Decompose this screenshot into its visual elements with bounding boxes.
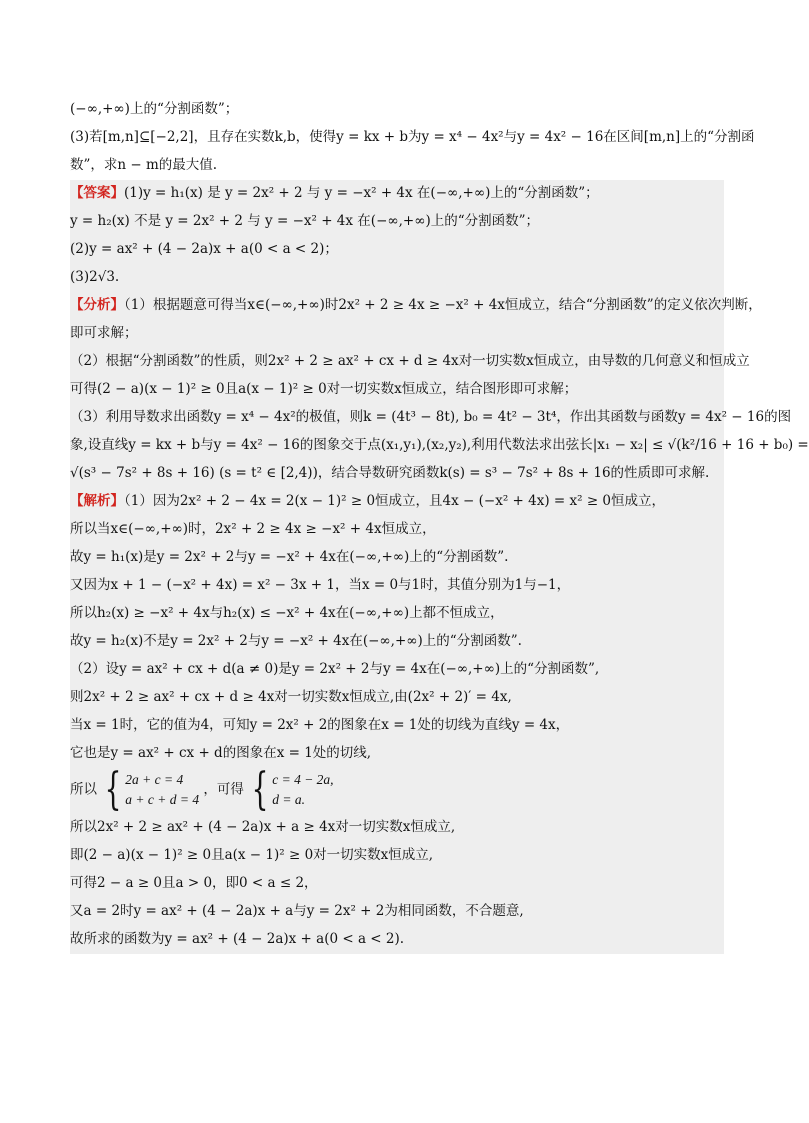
answer-line-1: 【答案】(1)y = h₁(x) 是 y = 2x² + 2 与 y = −x² + 4x 在(−∞,+∞)上的“分割函数”； <box>70 185 599 201</box>
answer-line-2: y = h₂(x) 不是 y = 2x² + 2 与 y = −x² + 4x 在(−∞,+∞)上的“分割函数”； <box>70 213 540 229</box>
left-brace-icon: { <box>251 764 269 815</box>
analysis-line-3: （2）根据“分割函数”的性质，则2x² + 2 ≥ ax² + cx + d ≥ 4x对一切实数x恒成立，由导数的几何意义和恒成立 <box>70 353 750 369</box>
system-row: c = 4 − 2a, <box>272 772 334 787</box>
solution-line-1: 【解析】（1）因为2x² + 2 − 4x = 2(x − 1)² ≥ 0恒成立，且4x − (−x² + 4x) = x² ≥ 0恒成立， <box>70 493 666 509</box>
analysis-tag: 【分析】 <box>70 297 124 313</box>
solution-line-4: 又因为x + 1 − (−x² + 4x) = x² − 3x + 1，当x = 0与1时，其值分别为1与−1， <box>70 577 571 593</box>
system-row: 2a + c = 4 <box>125 772 184 787</box>
left-brace-icon: { <box>104 764 122 815</box>
analysis-line-5: （3）利用导数求出函数y = x⁴ − 4x²的极值，则k = (4t³ − 8t), b₀ = 4t² − 3t⁴，作出其函数与函数y = 4x² − 16的图 <box>70 409 792 425</box>
equation-system-1 <box>101 764 200 815</box>
solution-line-14: 可得2 − a ≥ 0且a > 0，即0 < a ≤ 2， <box>70 875 318 891</box>
solution-section <box>70 488 724 954</box>
solution-line-12: 所以2x² + 2 ≥ ax² + (4 − 2a)x + a ≥ 4x对一切实数x恒成立, <box>70 819 456 835</box>
solution-tag: 【解析】 <box>70 493 124 509</box>
solution-system-line: 所以 { 2a + c = 4 a + c + d = 4 ，可得 { c = 4 − 2a, d = a. <box>70 764 334 815</box>
question-line-1: (−∞,+∞)上的“分割函数”； <box>70 101 239 117</box>
equation-system-2 <box>248 764 334 815</box>
answer-line-4: (3)2√3. <box>70 269 120 285</box>
solution-line-8: 则2x² + 2 ≥ ax² + cx + d ≥ 4x对一切实数x恒成立,由(2x² + 2)′ = 4x, <box>70 689 512 705</box>
solution-line-6: 故y = h₂(x)不是y = 2x² + 2与y = −x² + 4x在(−∞,+∞)上的“分割函数”. <box>70 633 522 649</box>
solution-line-9: 当x = 1时，它的值为4，可知y = 2x² + 2的图象在x = 1处的切线为直线y = 4x， <box>70 717 570 733</box>
system-row: a + c + d = 4 <box>125 792 200 807</box>
solution-line-10: 它也是y = ax² + cx + d的图象在x = 1处的切线, <box>70 745 372 761</box>
analysis-line-7: √(s³ − 7s² + 8s + 16) (s = t² ∈ [2,4))，结合导数研究函数k(s) = s³ − 7s² + 8s + 16的性质即可求解. <box>70 465 710 481</box>
solution-line-13: 即(2 − a)(x − 1)² ≥ 0且a(x − 1)² ≥ 0对一切实数x恒成立, <box>70 847 434 863</box>
analysis-line-4: 可得(2 − a)(x − 1)² ≥ 0且a(x − 1)² ≥ 0对一切实数x恒成立，结合图形即可求解； <box>70 381 578 397</box>
solution-line-16: 故所求的函数为y = ax² + (4 − 2a)x + a(0 < a < 2). <box>70 931 405 947</box>
solution-line-3: 故y = h₁(x)是y = 2x² + 2与y = −x² + 4x在(−∞,+∞)上的“分割函数”. <box>70 549 509 565</box>
solution-line-5: 所以h₂(x) ≥ −x² + 4x与h₂(x) ≤ −x² + 4x在(−∞,+∞)上都不恒成立， <box>70 605 504 621</box>
analysis-line-2: 即可求解； <box>70 325 138 341</box>
document-page <box>70 96 809 954</box>
answer-tag: 【答案】 <box>70 185 124 201</box>
question-line-3: 数”，求n − m的最大值. <box>70 157 218 173</box>
solution-line-2: 所以当x∈(−∞,+∞)时，2x² + 2 ≥ 4x ≥ −x² + 4x恒成立， <box>70 521 436 537</box>
analysis-section <box>70 292 809 488</box>
answer-section <box>70 180 724 292</box>
answer-line-3: (2)y = ax² + (4 − 2a)x + a(0 < a < 2)； <box>70 241 338 257</box>
solution-line-15: 又a = 2时y = ax² + (4 − 2a)x + a与y = 2x² + 2为相同函数，不合题意, <box>70 903 524 919</box>
question-line-2: (3)若[m,n]⊆[−2,2]，且存在实数k,b，使得y = kx + b为y = x⁴ − 4x²与y = 4x² − 16在区间[m,n]上的“分割函 <box>70 129 755 145</box>
solution-line-7: （2）设y = ax² + cx + d(a ≠ 0)是y = 2x² + 2与y = 4x在(−∞,+∞)上的“分割函数”, <box>70 661 600 677</box>
system-row: d = a. <box>272 792 305 807</box>
analysis-line-1: 【分析】（1）根据题意可得当x∈(−∞,+∞)时2x² + 2 ≥ 4x ≥ −x² + 4x恒成立，结合“分割函数”的定义依次判断， <box>70 297 762 313</box>
analysis-line-6: 象,设直线y = kx + b与y = 4x² − 16的图象交于点(x₁,y₁),(x₂,y₂),利用代数法求出弦长|x₁ − x₂| ≤ √(k²/16 + 16 + b₀) = <box>70 437 809 453</box>
